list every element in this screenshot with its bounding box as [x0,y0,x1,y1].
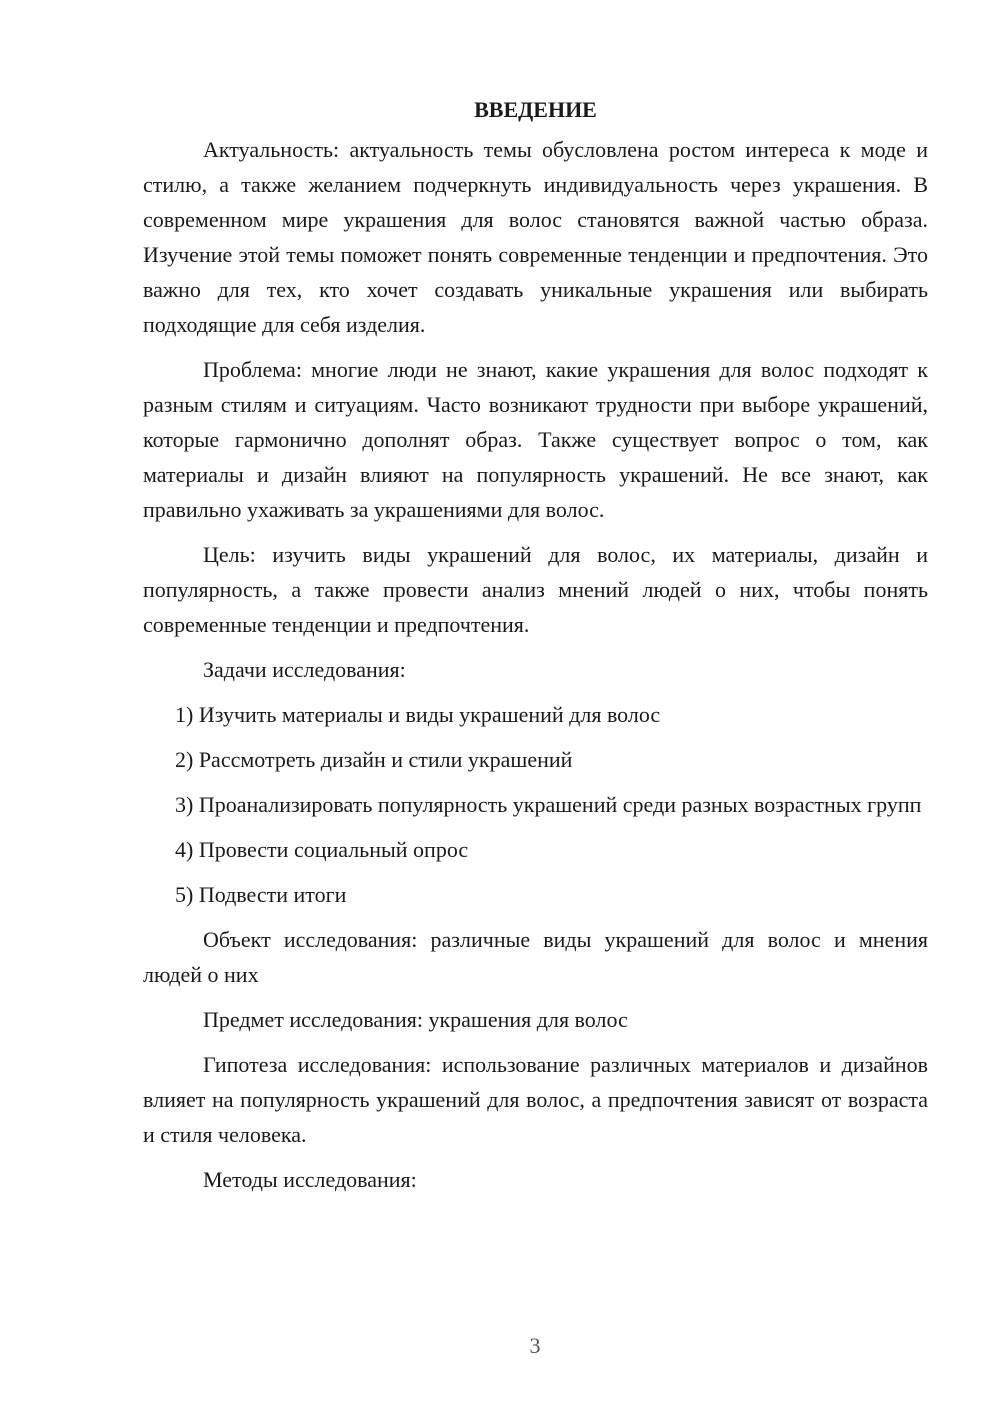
task-item: 4) Провести социальный опрос [175,837,469,862]
goal-paragraph: Цель: изучить виды украшений для волос, их материалы, дизайн и популярность, а также провести анализ мнений людей о них, чтобы понять современные тенденции и предпочтения. [143,542,928,637]
hypothesis-paragraph: Гипотеза исследования: использование различных материалов и дизайнов влияет на популярность украшений для волос, а предпочтения зависят от возраста и стиля человека. [143,1052,928,1147]
subject-paragraph: Предмет исследования: украшения для волос [203,1007,628,1032]
tasks-heading: Задачи исследования: [203,657,406,682]
task-item: 3) Проанализировать популярность украшений среди разных возрастных групп [175,792,922,817]
task-item: 2) Рассмотреть дизайн и стили украшений [175,747,573,772]
methods-heading: Методы исследования: [203,1167,417,1192]
section-heading: ВВЕДЕНИЕ [474,97,597,122]
document-page [143,92,928,1207]
relevance-paragraph: Актуальность: актуальность темы обусловлена ростом интереса к моде и стилю, а также желанием подчеркнуть индивидуальность через украшения. В современном мире украшения для волос становятся важной частью образа. Изучение этой темы поможет понять современные тенденции и предпочтения. Это важно для тех, кто хочет создавать уникальные украшения или выбирать подходящие для себя изделия. [143,137,928,337]
object-paragraph: Объект исследования: различные виды украшений для волос и мнения людей о них [143,927,928,987]
task-item: 1) Изучить материалы и виды украшений для волос [175,702,661,727]
task-item: 5) Подвести итоги [175,882,347,907]
problem-paragraph: Проблема: многие люди не знают, какие украшения для волос подходят к разным стилям и ситуациям. Часто возникают трудности при выборе украшений, которые гармонично дополнят образ. Также существует вопрос о том, как материалы и дизайн влияют на популярность украшений. Не все знают, как правильно ухаживать за украшениями для волос. [143,357,928,522]
page-number: 3 [529,1333,541,1358]
